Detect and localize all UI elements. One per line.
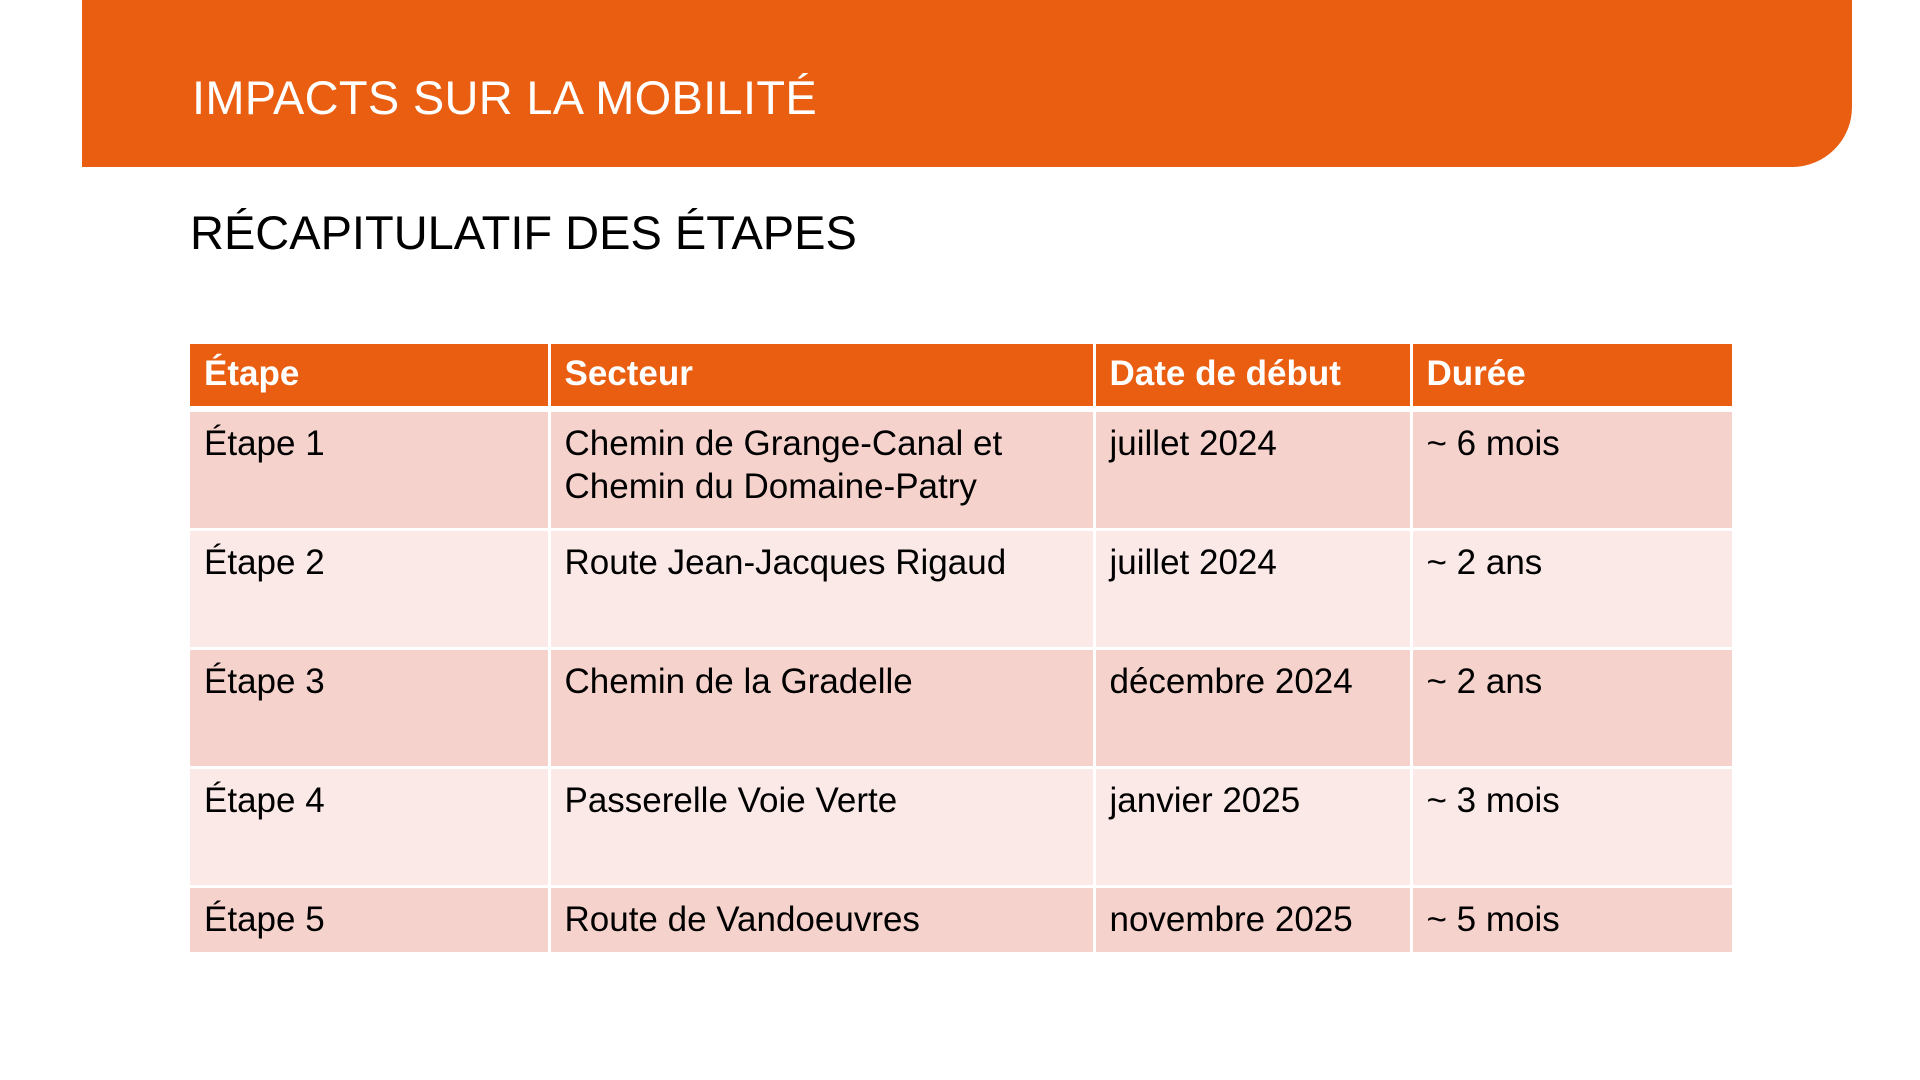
cell-duree: ~ 2 ans xyxy=(1411,530,1732,649)
cell-date-debut: janvier 2025 xyxy=(1094,768,1411,887)
table-row xyxy=(190,768,1732,887)
cell-date-debut: décembre 2024 xyxy=(1094,649,1411,768)
table-row xyxy=(190,887,1732,954)
cell-duree: ~ 5 mois xyxy=(1411,887,1732,954)
table-row xyxy=(190,530,1732,649)
table-row xyxy=(190,409,1732,530)
cell-etape: Étape 2 xyxy=(190,530,549,649)
cell-secteur: Route de Vandoeuvres xyxy=(549,887,1094,954)
table-header-row xyxy=(190,344,1732,409)
cell-secteur: Chemin de la Gradelle xyxy=(549,649,1094,768)
cell-secteur: Passerelle Voie Verte xyxy=(549,768,1094,887)
cell-duree: ~ 6 mois xyxy=(1411,409,1732,530)
cell-secteur: Route Jean-Jacques Rigaud xyxy=(549,530,1094,649)
cell-etape: Étape 3 xyxy=(190,649,549,768)
cell-etape: Étape 5 xyxy=(190,887,549,954)
cell-date-debut: juillet 2024 xyxy=(1094,409,1411,530)
column-header-secteur: Secteur xyxy=(549,344,1094,409)
table-row xyxy=(190,649,1732,768)
header-band xyxy=(82,0,1852,167)
cell-etape: Étape 1 xyxy=(190,409,549,530)
column-header-duree: Durée xyxy=(1411,344,1732,409)
cell-date-debut: novembre 2025 xyxy=(1094,887,1411,954)
header-title: IMPACTS SUR LA MOBILITÉ xyxy=(192,71,817,124)
section-subtitle: RÉCAPITULATIF DES ÉTAPES xyxy=(190,206,857,259)
steps-table xyxy=(190,344,1732,955)
cell-secteur: Chemin de Grange-Canal et Chemin du Domaine-Patry xyxy=(549,409,1094,530)
cell-duree: ~ 3 mois xyxy=(1411,768,1732,887)
column-header-date-debut: Date de début xyxy=(1094,344,1411,409)
cell-duree: ~ 2 ans xyxy=(1411,649,1732,768)
cell-etape: Étape 4 xyxy=(190,768,549,887)
cell-date-debut: juillet 2024 xyxy=(1094,530,1411,649)
column-header-etape: Étape xyxy=(190,344,549,409)
